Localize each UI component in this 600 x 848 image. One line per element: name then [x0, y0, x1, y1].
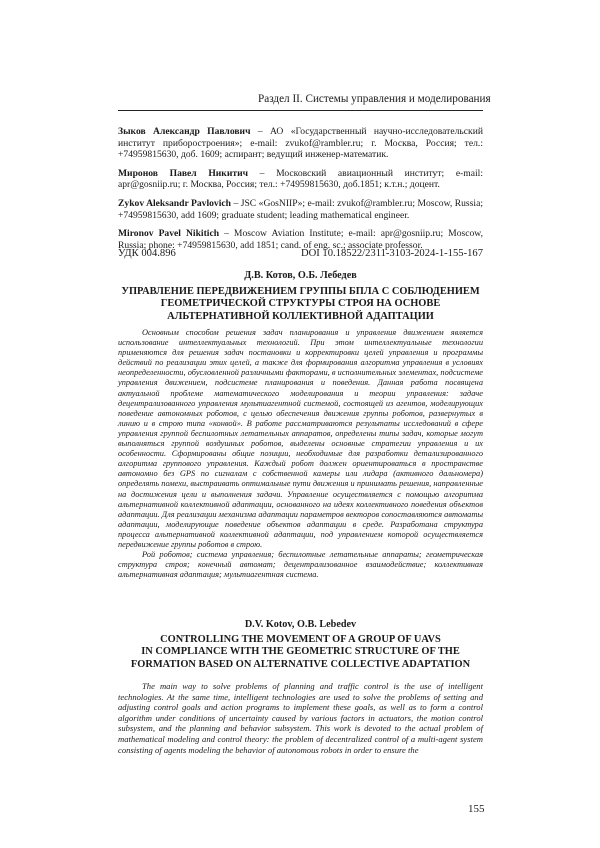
page-number: 155: [468, 803, 485, 815]
author-details: – АО «Государственный научно-исследовательский институт приборостроения»; e-mail: zvukof@rambler.ru; г. Москва, Россия; тел.: +74959815630, доб. 1609; аспирант; ведущий инженер-математик.: [118, 126, 483, 161]
author-entry: [118, 168, 483, 191]
author-details: – Moscow Aviation Institute; e-mail: apr@gosniip.ru; Moscow, Russia; phone: +74959815630, add 1851; cand. of eng. sc.; associate professor.: [118, 228, 483, 251]
ru-abstract-text: Основным способом решения задач планирования и управления движением является использование интеллектуальных технологий. При этом интеллектуальные технологии применяются для решения задач постановки и корректировки целей управления и программы действий по реализации этих целей, а также для формирования алгоритма управления в условиях неопределенности, обусловленной различными факторами, в исполнительных элементах, подсистеме управления движением, подсистеме планирования и поведения. Данная работа посвящена актуальной проблеме математического моделирования и теории управления: задаче децентрализованного управления мультиагентной системой, состоящей из агентов, моделирующих поведение автономных роботов, с целью обеспечения движения группы роботов, развернутых в линию и в строю типа «конвой». В работе рассматриваются результаты исследований в сфере управления группой беспилотных летательных аппаратов, определены типы задач, которые могут выполняться группой воздушных роботов, выделены основные стратегии управления и их особенности. Сформированы общие позиции, необходимые для разработки детализированного алгоритма группового управления. Каждый робот должен ориентироваться в пространстве автономно без GPS по сигналам с собственной камеры или лидара (активного дальномера) определять помехи, выстраивать оптимальные пути движения и принимать решения, направленные на достижения цели и выполнения задачи. Управление осуществляется с помощью алгоритма альтернативной коллективной адаптации, основанного на идеях коллективного поведения объектов адаптации. Для реализации механизма адаптации параметров векторов сопоставляются автоматы адаптации, моделирующие поведение объектов адаптации в среде. Разработана структура процесса альтернативной коллективной адаптации, под управлением которой осуществляется передвижение группы роботов в строю.: [118, 328, 483, 549]
en-abstract: [118, 681, 483, 755]
en-abstract-text: The main way to solve problems of planning and traffic control is the use of intelligent technologies. At the same time, intelligent technologies are used to solve the problems of setting and adjusting control goals and action programs to implement these goals, as well as to form a control algorithm under conditions of uncertainty caused by various factors in actuators, the motion control subsystem, and the planning and behavior subsystem. This work is devoted to the actual problem of mathematical modeling and control theory: the problem of decentralized control of a multi-agent system consisting of agents modeling the behavior of autonomous robots in order to ensure the: [118, 681, 483, 755]
en-title-line: CONTROLLING THE MOVEMENT OF A GROUP OF UAVS: [160, 634, 441, 645]
author-info-block: [118, 126, 483, 258]
en-title-line: IN COMPLIANCE WITH THE GEOMETRIC STRUCTURE OF THE: [141, 646, 460, 658]
ru-abstract: [118, 328, 483, 580]
ru-title: [118, 286, 483, 323]
author-name: Mironov Pavel Nikitich: [118, 228, 220, 240]
udc-code: УДК 004.896: [118, 248, 176, 259]
ru-title-line: АЛЬТЕРНАТИВНОЙ КОЛЛЕКТИВНОЙ АДАПТАЦИИ: [167, 310, 434, 322]
author-name: Миронов Павел Никитич: [118, 167, 249, 179]
author-name: Зыков Александр Павлович: [118, 126, 251, 137]
ru-keywords: Рой роботов; система управления; беспилотные летательные аппараты; геометрическая структура строя; конечный автомат; децентрализованное взаимодействие; коллективная альтернативная адаптация; мультиагентная система.: [118, 550, 483, 580]
doi: DOI 10.18522/2311-3103-2024-1-155-167: [300, 248, 483, 259]
en-authors: D.V. Kotov, O.B. Lebedev: [244, 619, 357, 630]
author-details: – Московский авиационный институт; e-mail: apr@gosniip.ru; г. Москва, Россия; тел.: +74959815630, доб.1851; к.т.н.; доцент.: [118, 167, 483, 191]
ru-title-line: ГЕОМЕТРИЧЕСКОЙ СТРУКТУРЫ СТРОЯ НА ОСНОВЕ: [160, 298, 441, 310]
running-head: Раздел II. Системы управления и моделирования: [258, 93, 491, 105]
en-title-line: FORMATION BASED ON ALTERNATIVE COLLECTIVE ADAPTATION: [130, 658, 471, 670]
en-title: [118, 634, 483, 671]
author-name: Zykov Aleksandr Pavlovich: [118, 197, 231, 209]
udc-doi-row: [118, 248, 483, 259]
author-entry: [118, 126, 483, 161]
header-rule: [118, 110, 483, 111]
author-entry: [118, 198, 483, 221]
ru-authors: Д.В. Котов, О.Б. Лебедев: [244, 270, 357, 281]
ru-title-line: УПРАВЛЕНИЕ ПЕРЕДВИЖЕНИЕМ ГРУППЫ БПЛА С СОБЛЮДЕНИЕМ: [121, 286, 480, 297]
author-details: – JSC «GosNIIP»; e-mail: zvukof@rambler.ru; Moscow, Russia; +74959815630, add 1609; graduate student; leading mathematical engineer.: [118, 197, 483, 221]
